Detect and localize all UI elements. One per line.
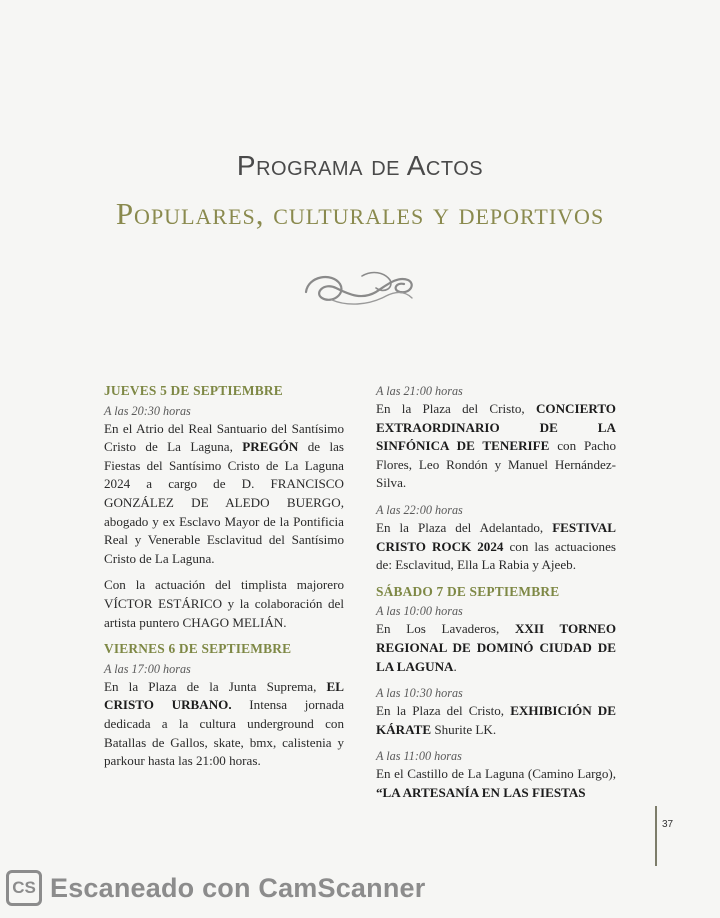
event-description (376, 519, 616, 575)
event-text: Intensa jornada dedicada a la cultura underground con Batallas de Gallos, skate, bmx, calistenia y parkour hasta las 21:00 horas. (104, 697, 344, 769)
event-description (104, 420, 344, 569)
event-description (376, 620, 616, 676)
event-time: A las 22:00 horas (376, 502, 463, 517)
event-text: En la Plaza de la Junta Suprema, (104, 678, 327, 694)
left-column (104, 382, 344, 779)
event-description: Con la actuación del timplista majorero VÍCTOR ESTÁRICO y la colaboración del artista puntero CHAGO MELIÁN. (104, 577, 344, 630)
event-text: de las Fiestas del Santísimo Cristo de La Laguna 2024 a cargo de D. FRANCISCO GONZÁLEZ DE ALEDO BUERGO, abogado y ex Esclavo Mayor de la Pontificia Real y Venerable Esclavitud del Santísimo Cristo de La Laguna. (104, 439, 345, 566)
flourish-ornament-icon (302, 262, 418, 312)
day-heading-saturday: SÁBADO 7 DE SEPTIEMBRE (376, 583, 560, 599)
page-title: Programa de Actos (236, 150, 484, 181)
event-text: con las actuaciones de: Esclavitud, Ella La Rabia y Ajeeb. (376, 538, 616, 573)
camscanner-logo-icon: CS (6, 870, 42, 906)
event-text: Shurite LK. (431, 721, 497, 737)
event-text: En el Atrio del Real Santuario del Santísimo Cristo de La Laguna, (104, 420, 344, 455)
page-number: 37 (662, 819, 674, 830)
event-time: A las 21:00 horas (376, 384, 463, 398)
right-column (376, 382, 616, 811)
page-subtitle: Populares, culturales y deportivos (115, 196, 605, 231)
day-heading-thursday: JUEVES 5 DE SEPTIEMBRE (104, 383, 283, 398)
event-description (376, 702, 616, 739)
event-title: FESTIVAL CRISTO ROCK 2024 (376, 519, 616, 554)
event-text: En la Plaza del Cristo, (376, 703, 511, 719)
event-title: PREGÓN (242, 439, 299, 455)
event-text: En el Castillo de La Laguna (Camino Largo), (376, 766, 616, 782)
event-text: En la Plaza del Cristo, (376, 401, 536, 416)
event-description (376, 765, 616, 802)
event-title: “LA ARTESANÍA EN LAS FIESTAS (376, 784, 586, 800)
event-time: A las 11:00 horas (376, 749, 462, 764)
page-number-rule (655, 806, 657, 866)
event-text: . (453, 658, 457, 674)
event-time: A las 20:30 horas (104, 403, 191, 418)
event-time: A las 10:30 horas (376, 686, 463, 701)
event-text: con Pacho Flores, Leo Rondón y Manuel Hernández-Silva. (376, 438, 616, 491)
event-time: A las 17:00 horas (104, 661, 191, 676)
event-time: A las 10:00 horas (376, 604, 463, 619)
day-heading-friday: VIERNES 6 DE SEPTIEMBRE (104, 641, 292, 657)
event-text: En Los Lavaderos, (376, 621, 515, 637)
event-title: XXII TORNEO REGIONAL DE DOMINÓ CIUDAD DE LA LAGUNA (376, 621, 617, 674)
watermark-text: Escaneado con CamScanner (50, 872, 426, 903)
event-title: EXHIBICIÓN DE KÁRATE (376, 703, 616, 737)
event-description (376, 400, 616, 493)
camscanner-watermark (6, 868, 425, 908)
event-title: CONCIERTO EXTRAORDINARIO DE LA SINFÓNICA DE TENERIFE (376, 401, 616, 454)
event-description (104, 678, 344, 771)
event-text: En la Plaza del Adelantado, (376, 519, 553, 535)
event-title: EL CRISTO URBANO. (104, 678, 344, 713)
